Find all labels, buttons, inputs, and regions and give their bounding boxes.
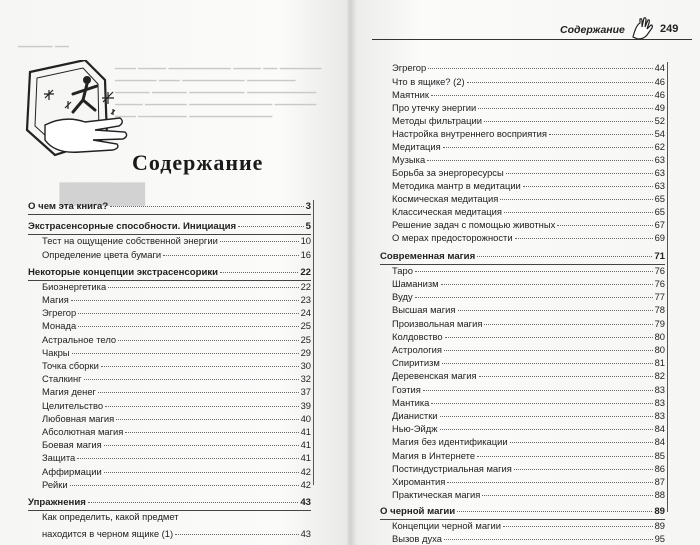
toc-entry [392, 128, 665, 139]
toc-entry [392, 180, 665, 191]
toc-entry [42, 439, 311, 450]
toc-entry [42, 360, 311, 371]
toc-label: Монада [42, 320, 77, 331]
toc-entry [392, 232, 665, 243]
toc-entry [392, 410, 665, 421]
toc-entry [42, 334, 311, 345]
right-column-rule [667, 62, 668, 512]
toc-label: Практическая магия [392, 489, 481, 500]
leader-dots [431, 95, 653, 96]
toc-entry [42, 528, 311, 539]
toc-label: Про утечку энергии [392, 102, 477, 113]
running-header: Содержание [560, 24, 625, 36]
toc-label: Эгрегор [42, 307, 77, 318]
toc-entry [42, 307, 311, 318]
leader-dots [104, 445, 299, 446]
toc-entry [392, 370, 665, 381]
toc-entry [392, 533, 665, 544]
left-page [0, 0, 349, 545]
leader-dots [482, 495, 652, 496]
toc-page-number: 37 [300, 386, 311, 397]
toc-entry [42, 479, 311, 490]
toc-label: Высшая магия [392, 304, 456, 315]
toc-entry [392, 357, 665, 368]
toc-label: Борьба за энергоресурсы [392, 167, 504, 178]
leader-dots [557, 225, 652, 226]
toc-entry [42, 426, 311, 437]
leader-dots [428, 68, 652, 69]
toc-section [28, 497, 311, 508]
toc-page-number: 80 [654, 331, 665, 342]
toc-label: Упражнения [28, 497, 86, 508]
toc-page-number: 87 [654, 476, 665, 487]
leader-dots [423, 390, 653, 391]
toc-entry [42, 320, 311, 331]
toc-section [28, 201, 311, 212]
leader-dots [415, 297, 653, 298]
leader-dots [484, 324, 652, 325]
toc-entry [392, 89, 665, 100]
leader-dots [72, 353, 299, 354]
leader-dots [442, 363, 653, 364]
toc-label: Вызов духа [392, 533, 442, 544]
toc-label: Таро [392, 265, 413, 276]
toc-page-number: 80 [654, 344, 665, 355]
toc-section [380, 506, 665, 517]
toc-entry [42, 235, 311, 246]
page-title: Содержание [132, 150, 264, 175]
leader-dots [78, 326, 298, 327]
toc-entry [392, 450, 665, 461]
toc-entry [392, 115, 665, 126]
toc-page-number: 65 [654, 193, 665, 204]
toc-entry [392, 141, 665, 152]
leader-dots [477, 256, 652, 257]
show-through-corner: ▁▁▁▁▁ ▁▁ [18, 37, 69, 47]
toc-entry [392, 384, 665, 395]
leader-dots [484, 121, 653, 122]
leader-dots [431, 403, 652, 404]
toc-page-number: 76 [654, 278, 665, 289]
toc-page-number: 84 [654, 436, 665, 447]
toc-page-number: 22 [300, 281, 311, 292]
toc-label: Абсолютная магия [42, 426, 124, 437]
toc-label: Нью-Эйдж [392, 423, 438, 434]
toc-page-number: 69 [654, 232, 665, 243]
leader-dots [110, 206, 303, 207]
toc-page-number: 86 [654, 463, 665, 474]
toc-label: Дианистки [392, 410, 438, 421]
toc-page-number: 46 [654, 76, 665, 87]
toc-page-number: 43 [300, 528, 311, 539]
leader-dots [78, 313, 298, 314]
toc-entry [392, 265, 665, 276]
toc-label: Сталкинг [42, 373, 82, 384]
leader-dots [441, 284, 653, 285]
toc-page-number: 85 [654, 450, 665, 461]
toc-entry [392, 102, 665, 113]
toc-page-number: 41 [300, 426, 311, 437]
show-through-heading: ▇▇▇▇▇ [60, 180, 145, 205]
toc-page-number: 65 [654, 206, 665, 217]
leader-dots [457, 511, 652, 512]
toc-entry [42, 511, 311, 522]
toc-label: Целительство [42, 400, 104, 411]
toc-page-number: 25 [300, 334, 311, 345]
toc-label: Магия без идентификации [392, 436, 508, 447]
leader-dots [504, 212, 653, 213]
toc-label: Настройка внутреннего восприятия [392, 128, 547, 139]
toc-page-number: 16 [300, 249, 311, 260]
toc-label: Магия денег [42, 386, 96, 397]
leader-dots [125, 432, 298, 433]
toc-page-number: 95 [654, 533, 665, 544]
leader-dots [514, 469, 653, 470]
toc-page-number: 5 [305, 221, 311, 232]
toc-page-number: 41 [300, 452, 311, 463]
show-through-text: ▁▁▁ ▁▁▁▁ ▁▁▁▁▁▁▁▁▁ ▁▁▁▁ ▁▁ ▁▁▁▁▁▁ ▁▁▁▁▁▁ ▁▁▁ ▁▁▁▁▁▁▁▁▁ ▁▁▁▁▁▁▁ ▁▁▁▁▁ ▁▁▁▁▁ ▁▁▁▁▁▁▁▁ ▁▁▁▁▁▁▁▁▁▁ ▁▁▁▁ ▁▁▁▁▁▁ ▁▁▁▁▁▁▁▁▁▁▁▁ ▁▁▁▁▁▁ ▁▁▁ ▁▁▁▁▁▁▁ ▁▁▁▁▁▁▁▁▁▁▁▁ [115, 59, 322, 117]
leader-dots [77, 458, 298, 459]
toc-label: Биоэнергетика [42, 281, 107, 292]
toc-label: Точка сборки [42, 360, 99, 371]
toc-label: находится в черном ящике (1) [42, 528, 174, 539]
toc-page-number: 54 [654, 128, 665, 139]
leader-dots [104, 472, 299, 473]
leader-dots [523, 186, 653, 187]
page-number: 249 [660, 23, 679, 35]
toc-page-number: 63 [654, 180, 665, 191]
toc-page-number: 76 [654, 265, 665, 276]
toc-page-number: 42 [300, 466, 311, 477]
leader-dots [443, 147, 653, 148]
toc-page-number: 30 [300, 360, 311, 371]
leader-dots [440, 416, 653, 417]
toc-entry [392, 291, 665, 302]
toc-entry [42, 281, 311, 292]
leader-dots [503, 526, 653, 527]
leader-dots [70, 485, 299, 486]
toc-label: Экстрасенсорные способности. Инициация [28, 221, 237, 232]
toc-page-number: 63 [654, 154, 665, 165]
toc-label: Некоторые концепции экстрасенсорики [28, 267, 219, 278]
toc-label: О чем эта книга? [28, 201, 109, 212]
leader-dots [116, 419, 298, 420]
toc-page-number: 78 [654, 304, 665, 315]
leader-dots [515, 238, 653, 239]
toc-entry [392, 436, 665, 447]
toc-page-number: 77 [654, 291, 665, 302]
toc-label: Любовная магия [42, 413, 115, 424]
toc-entry [392, 318, 665, 329]
leader-dots [71, 300, 299, 301]
toc-label: Музыка [392, 154, 426, 165]
toc-entry [42, 452, 311, 463]
hand-icon [630, 17, 656, 41]
toc-entry [392, 278, 665, 289]
leader-dots [500, 199, 652, 200]
toc-entry [392, 154, 665, 165]
toc-entry [392, 206, 665, 217]
toc-label: Что в ящике? (2) [392, 76, 465, 87]
toc-entry [42, 466, 311, 477]
toc-page-number: 40 [300, 413, 311, 424]
leader-dots [458, 310, 653, 311]
toc-page-number: 41 [300, 439, 311, 450]
toc-page-number: 62 [654, 141, 665, 152]
toc-label: Классическая медитация [392, 206, 502, 217]
toc-label: Гоэтия [392, 384, 421, 395]
toc-label: Определение цвета бумаги [42, 249, 162, 260]
toc-entry [42, 249, 311, 260]
toc-label: Деревенская магия [392, 370, 477, 381]
toc-entry [42, 347, 311, 358]
toc-label: Решение задач с помощью животных [392, 219, 556, 230]
toc-page-number: 83 [654, 410, 665, 421]
toc-entry [392, 167, 665, 178]
section-rule [28, 214, 311, 215]
leader-dots [105, 406, 299, 407]
leader-dots [88, 502, 299, 503]
toc-entry [392, 423, 665, 434]
toc-page-number: 83 [654, 397, 665, 408]
toc-label: Медитация [392, 141, 441, 152]
toc-label: Магия в Интернете [392, 450, 476, 461]
toc-label: Спиритизм [392, 357, 440, 368]
toc-label: Тест на ощущение собственной энергии [42, 235, 218, 246]
leader-dots [447, 482, 652, 483]
toc-page-number: 42 [300, 479, 311, 490]
toc-label: Методы фильтрации [392, 115, 482, 126]
leader-dots [549, 134, 653, 135]
leader-dots [220, 241, 299, 242]
leader-dots [444, 350, 653, 351]
toc-label: Защита [42, 452, 76, 463]
toc-section [380, 251, 665, 262]
toc-label: Аффирмации [42, 466, 102, 477]
toc-page-number: 88 [654, 489, 665, 500]
toc-label: Рейки [42, 479, 68, 490]
toc-page-number: 52 [654, 115, 665, 126]
toc-entry [42, 373, 311, 384]
toc-label: Постиндустриальная магия [392, 463, 512, 474]
toc-entry [42, 294, 311, 305]
toc-page-number: 23 [300, 294, 311, 305]
toc-page-number: 63 [654, 167, 665, 178]
leader-dots [440, 429, 653, 430]
leader-dots [445, 337, 653, 338]
toc-entry [392, 76, 665, 87]
leader-dots [477, 456, 652, 457]
toc-page-number: 32 [300, 373, 311, 384]
toc-label: Вуду [392, 291, 413, 302]
leader-dots [163, 255, 298, 256]
toc-label: Как определить, какой предмет [42, 511, 179, 522]
toc-page-number: 81 [654, 357, 665, 368]
header-rule [372, 39, 692, 40]
leader-dots [84, 379, 299, 380]
toc-entry [392, 476, 665, 487]
leader-dots [108, 287, 298, 288]
toc-label: Колдовство [392, 331, 443, 342]
toc-entry [42, 400, 311, 411]
toc-page-number: 49 [654, 102, 665, 113]
leader-dots [175, 534, 298, 535]
toc-label: Чакры [42, 347, 70, 358]
toc-page-number: 82 [654, 370, 665, 381]
leader-dots [510, 442, 653, 443]
leader-dots [444, 539, 653, 540]
toc-label: Магия [42, 294, 69, 305]
toc-page-number: 89 [654, 506, 665, 517]
toc-page-number: 79 [654, 318, 665, 329]
toc-entry [392, 193, 665, 204]
leader-dots [98, 392, 299, 393]
toc-page-number: 89 [654, 520, 665, 531]
leader-dots [238, 226, 304, 227]
toc-label: Астрология [392, 344, 442, 355]
toc-label: Современная магия [380, 251, 476, 262]
toc-page-number: 44 [654, 62, 665, 73]
toc-page-number: 46 [654, 89, 665, 100]
toc-page-number: 71 [654, 251, 665, 262]
toc-entry [392, 463, 665, 474]
leader-dots [427, 160, 652, 161]
toc-entry [42, 413, 311, 424]
toc-page-number: 24 [300, 307, 311, 318]
toc-section [28, 221, 311, 232]
leader-dots [118, 340, 298, 341]
leader-dots [506, 173, 653, 174]
leader-dots [478, 108, 652, 109]
toc-label: О черной магии [380, 506, 456, 517]
toc-page-number: 39 [300, 400, 311, 411]
leader-dots [467, 82, 653, 83]
toc-label: О мерах предосторожности [392, 232, 513, 243]
toc-section [28, 267, 311, 278]
toc-label: Космическая медитация [392, 193, 499, 204]
leader-dots [479, 376, 653, 377]
toc-label: Методика мантр в медитации [392, 180, 521, 191]
toc-page-number: 83 [654, 384, 665, 395]
toc-label: Произвольная магия [392, 318, 483, 329]
leader-dots [415, 271, 653, 272]
toc-page-number: 29 [300, 347, 311, 358]
left-column-rule [313, 200, 314, 485]
magic-hand-emblem-icon [25, 60, 140, 160]
leader-dots [101, 366, 299, 367]
toc-label: Астральное тело [42, 334, 117, 345]
toc-entry [392, 62, 665, 73]
toc-page-number: 67 [654, 219, 665, 230]
toc-page-number: 3 [305, 201, 311, 212]
toc-page-number: 22 [300, 267, 311, 278]
toc-entry [392, 344, 665, 355]
toc-entry [392, 397, 665, 408]
toc-label: Эгрегор [392, 62, 427, 73]
toc-entry [392, 331, 665, 342]
toc-label: Мантика [392, 397, 430, 408]
toc-label: Маятник [392, 89, 430, 100]
toc-entry [392, 219, 665, 230]
toc-label: Шаманизм [392, 278, 439, 289]
toc-page-number: 25 [300, 320, 311, 331]
toc-page-number: 43 [300, 497, 311, 508]
toc-entry [392, 520, 665, 531]
toc-label: Боевая магия [42, 439, 102, 450]
toc-page-number: 10 [300, 235, 311, 246]
toc-entry [392, 304, 665, 315]
toc-label: Концепции черной магии [392, 520, 501, 531]
toc-entry [42, 386, 311, 397]
leader-dots [220, 272, 298, 273]
toc-entry [392, 489, 665, 500]
toc-label: Хиромантия [392, 476, 446, 487]
toc-page-number: 84 [654, 423, 665, 434]
